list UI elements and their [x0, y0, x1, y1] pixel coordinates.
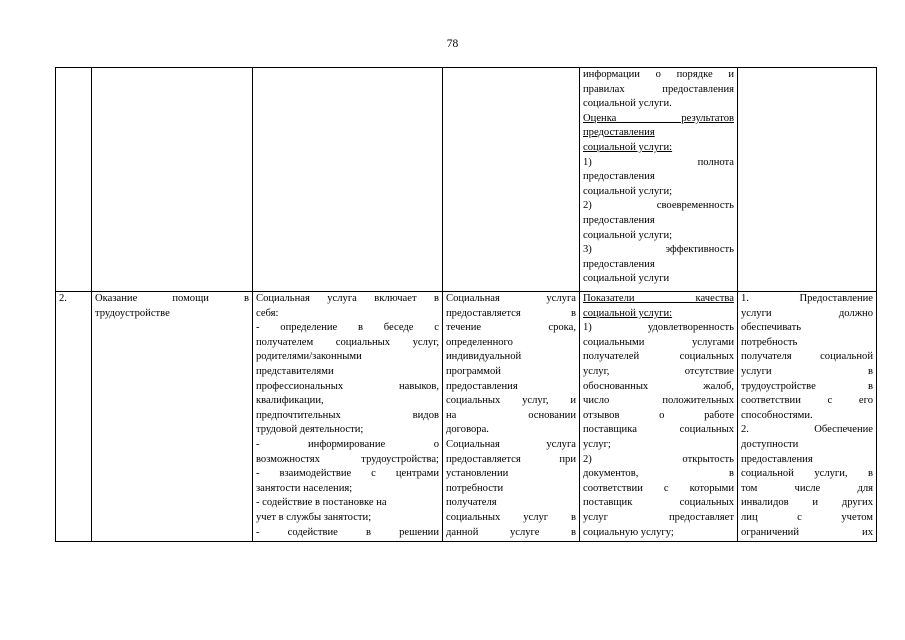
cell-text-line: предоставления: [741, 453, 813, 465]
cell-text-line: документов, в: [583, 468, 734, 480]
cell-text-line: предоставления: [583, 258, 655, 270]
table-row: [56, 68, 877, 292]
cell-text-line: предоставления: [583, 214, 655, 226]
cell-text-line: социальными услугами: [583, 336, 734, 348]
cell-text-line: 2) открытость: [583, 453, 734, 465]
cell-text-line: социальных услуг, и: [446, 395, 576, 407]
cell-text-line: учет в службы занятости;: [256, 511, 372, 523]
cell-service-terms: [443, 68, 580, 292]
cell-text-line: занятости населения;: [256, 482, 353, 494]
cell-number: [56, 68, 92, 292]
services-table: [55, 67, 877, 542]
cell-text-line: индивидуальной: [446, 351, 522, 363]
cell-text-line: соответствии с его: [741, 395, 873, 407]
cell-text-line: лиц с учетом: [741, 511, 873, 523]
cell-text-line: квалификации,: [256, 395, 324, 407]
cell-text-line: предоставления: [583, 171, 655, 183]
cell-text-line: получателем социальных услуг,: [256, 336, 439, 348]
cell-text-line: том числе для: [741, 482, 873, 494]
cell-text-line: инвалидов и других: [741, 497, 873, 509]
cell-text-line: социальной услуги;: [583, 229, 673, 241]
cell-text-line: услуги должно: [741, 307, 873, 319]
cell-text-line: трудоустройстве: [95, 307, 170, 319]
cell-text-line: Социальная услуга включает в: [256, 293, 439, 304]
cell-text-line: себя:: [256, 307, 279, 319]
cell-quality-indicators: [580, 292, 738, 542]
cell-text-line: социальных услуг в: [446, 511, 576, 523]
cell-text-line: обоснованных жалоб,: [583, 380, 734, 392]
cell-text-line: социальной услуги:: [583, 141, 673, 153]
cell-text-line: представителями: [256, 365, 334, 377]
cell-text-line: 1. Предоставление: [741, 293, 873, 304]
cell-text-line: 3) эффективность: [583, 244, 734, 256]
cell-text-line: получателя социальной: [741, 351, 873, 363]
cell-text-line: предоставляется при: [446, 453, 576, 465]
cell-text-line: 1) удовлетворенность: [583, 322, 734, 334]
cell-text-line: Социальная услуга: [446, 293, 576, 304]
cell-text-line: социальной услуги: [583, 273, 670, 285]
cell-text-line: предоставления: [583, 127, 655, 139]
cell-text-line: социальной услуги, в: [741, 468, 873, 480]
cell-text-line: доступности: [741, 438, 799, 450]
cell-text-line: социальной услуги.: [583, 98, 672, 110]
cell-text-line: поставщика социальных: [583, 424, 734, 436]
cell-service-conditions: [738, 68, 877, 292]
cell-text-line: отзывов о работе: [583, 409, 734, 421]
cell-text-line: Социальная услуга: [446, 438, 576, 450]
cell-text-line: Оценка результатов: [583, 112, 734, 124]
cell-text-line: 2. Обеспечение: [741, 424, 873, 436]
cell-text-line: социальной услуги:: [583, 307, 673, 319]
cell-text-line: трудовой деятельности;: [256, 424, 364, 436]
cell-text-line: ограничений их: [741, 526, 873, 538]
cell-text-line: услуг, отсутствие: [583, 365, 734, 377]
cell-text-line: программой: [446, 365, 501, 377]
cell-text-line: потребность: [741, 336, 798, 348]
cell-text-line: информации о порядке и: [583, 69, 734, 80]
cell-text-line: установлении: [446, 468, 509, 480]
cell-text-line: трудоустройстве в: [741, 380, 873, 392]
cell-text-line: течение срока,: [446, 322, 576, 334]
cell-text-line: 2) своевременность: [583, 200, 734, 212]
cell-text-line: услуги в: [741, 365, 873, 377]
cell-text-line: - содействие в решении: [256, 526, 439, 538]
cell-text-line: на основании: [446, 409, 576, 421]
cell-text-line: социальной услуги;: [583, 185, 673, 197]
cell-text-line: - взаимодействие с центрами: [256, 468, 439, 480]
cell-text-line: услуг предоставляет: [583, 511, 734, 523]
cell-text-line: обеспечивать: [741, 322, 802, 334]
cell-text-line: правилах предоставления: [583, 83, 734, 95]
cell-text-line: способностями.: [741, 409, 813, 421]
page-number: 78: [446, 38, 459, 50]
cell-service-name: [92, 68, 253, 292]
cell-text-line: услуг;: [583, 438, 611, 450]
cell-service-conditions: [738, 292, 877, 542]
cell-text-line: профессиональных навыков,: [256, 380, 439, 392]
cell-text-line: - содействие в постановке на: [256, 497, 387, 509]
cell-quality-indicators: [580, 68, 738, 292]
cell-number: 2.: [56, 292, 92, 542]
cell-text-line: предоставляется в: [446, 307, 576, 319]
cell-text-line: данной услуге в: [446, 526, 576, 538]
cell-text-line: Оказание помощи в: [95, 293, 249, 304]
cell-text-line: родителями/законными: [256, 351, 362, 363]
cell-text-line: предпочтительных видов: [256, 409, 439, 421]
cell-text-line: возможностях трудоустройства;: [256, 453, 439, 465]
cell-service-name: [92, 292, 253, 542]
table-row: [56, 292, 877, 542]
cell-text-line: 1) полнота: [583, 156, 734, 168]
cell-text-line: поставщик социальных: [583, 497, 734, 509]
cell-text-line: определенного: [446, 336, 513, 348]
cell-text-line: потребности: [446, 482, 504, 494]
cell-text-line: Показатели качества: [583, 293, 734, 304]
cell-text-line: социальную услугу;: [583, 526, 674, 538]
cell-text-line: соответствии с которыми: [583, 482, 734, 494]
cell-text-line: предоставления: [446, 380, 518, 392]
cell-text-line: договора.: [446, 424, 489, 436]
cell-service-content: [253, 292, 443, 542]
cell-text-line: получателя: [446, 497, 497, 509]
cell-text-line: получателей социальных: [583, 351, 734, 363]
cell-service-content: [253, 68, 443, 292]
cell-service-terms: [443, 292, 580, 542]
cell-text-line: - определение в беседе с: [256, 322, 439, 334]
cell-text-line: число положительных: [583, 395, 734, 407]
cell-text-line: - информирование о: [256, 438, 439, 450]
